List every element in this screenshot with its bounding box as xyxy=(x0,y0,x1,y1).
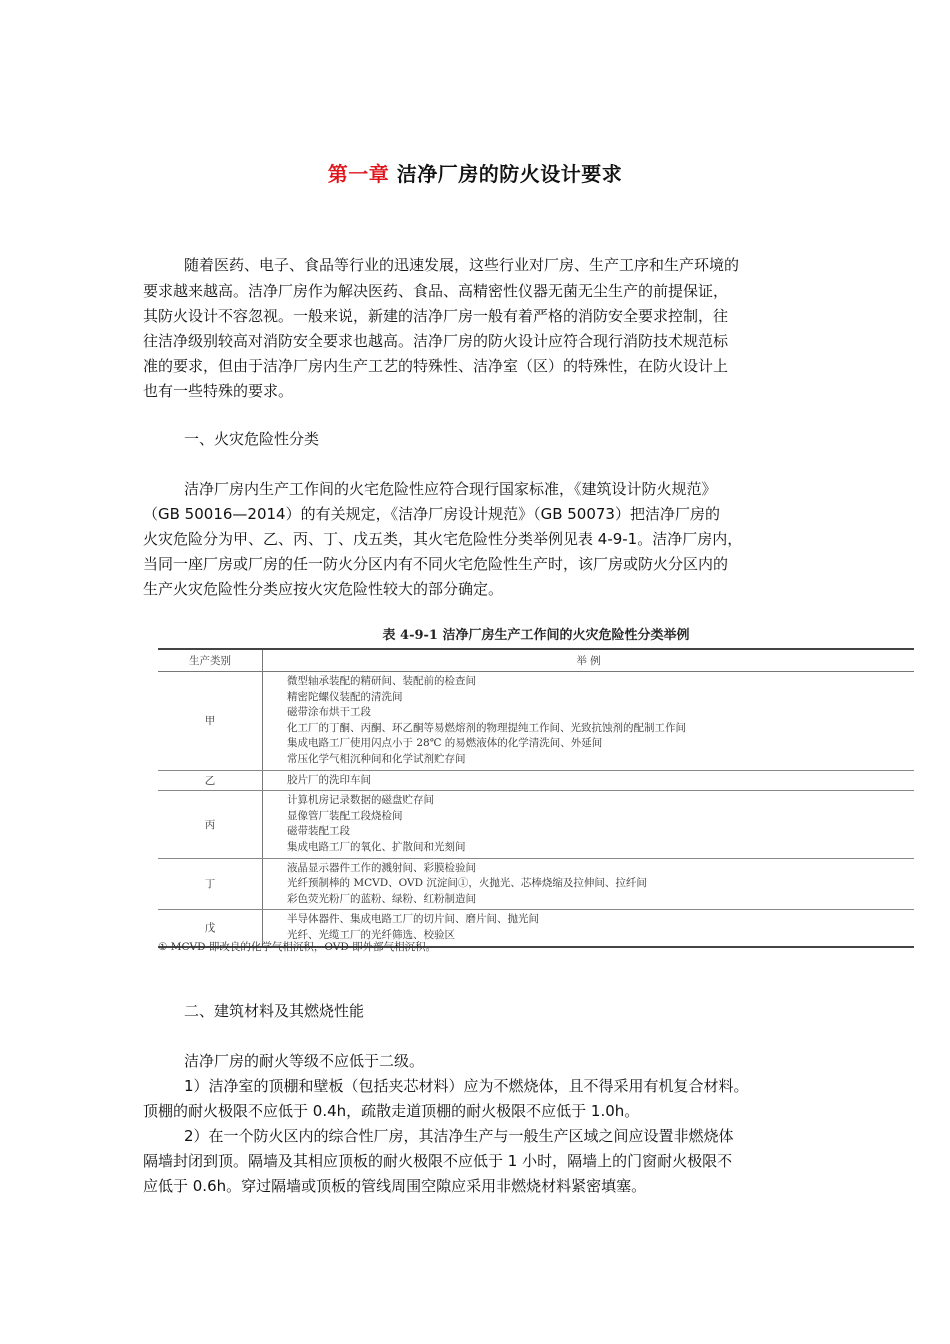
row-examples xyxy=(263,770,915,791)
header-examples: 举 例 xyxy=(263,649,915,672)
row-category: 甲 xyxy=(158,672,263,771)
intro-line: 随着医药、电子、食品等行业的迅速发展，这些行业对厂房、生产工序和生产环境的 xyxy=(184,256,740,274)
section2-heading: 二、建筑材料及其燃烧性能 xyxy=(184,1002,365,1020)
example-item: 胶片厂的洗印车间 xyxy=(287,773,371,786)
example-item: 光纤、光缆工厂的光纤筛选、校验区 xyxy=(287,928,455,941)
example-item: 磁带涂布烘干工段 xyxy=(287,706,371,719)
row-category: 丁 xyxy=(158,858,263,910)
section1-line: 洁净厂房内生产工作间的火宅危险性应符合现行国家标准，《建筑设计防火规范》 xyxy=(184,480,717,498)
fire-hazard-table xyxy=(158,624,914,959)
row-examples xyxy=(263,791,915,858)
chapter-number: 第一章 xyxy=(327,162,390,186)
intro-line: 要求越来越高。洁净厂房作为解决医药、食品、高精密性仪器无菌无尘生产的前提保证， xyxy=(143,282,729,300)
chapter-title xyxy=(0,158,950,187)
table-row xyxy=(158,858,914,910)
intro-line: 往洁净级别较高对消防安全要求也越高。洁净厂房的防火设计应符合现行消防技术规范标 xyxy=(143,332,729,350)
example-item: 微型轴承装配的精研间、装配前的检查间 xyxy=(287,675,476,687)
table-row xyxy=(158,672,914,771)
example-item: 半导体器件、集成电路工厂的切片间、磨片间、抛光间 xyxy=(287,913,539,926)
example-item: 液晶显示器件工作的溅射间、彩膜检验间 xyxy=(287,861,476,874)
example-item: 彩色荧光粉厂的蓝粉、绿粉、红粉制造间 xyxy=(287,892,476,905)
section1-line: 当同一座厂房或厂房的任一防火分区内有不同火宅危险性生产时，该厂房或防火分区内的 xyxy=(143,555,729,573)
section1-line: 火灾危险分为甲、乙、丙、丁、戊五类，其火宅危险性分类举例见表 4-9-1。洁净厂房内， xyxy=(143,530,743,548)
section2-line: 隔墙封闭到顶。隔墙及其相应顶板的耐火极限不应低于 1 小时，隔墙上的门窗耐火极限不 xyxy=(143,1152,733,1170)
intro-line: 其防火设计不容忽视。一般来说，新建的洁净厂房一般有着严格的消防安全要求控制，往 xyxy=(143,307,729,325)
example-item: 常压化学气相沉种间和化学试剂贮存间 xyxy=(287,752,466,765)
example-item: 计算机房记录数据的磁盘贮存间 xyxy=(287,794,434,807)
table-row xyxy=(158,770,914,791)
row-category: 乙 xyxy=(158,770,263,791)
chapter-title-text: 洁净厂房的防火设计要求 xyxy=(396,162,623,186)
row-category: 丙 xyxy=(158,791,263,858)
section2-line: 洁净厂房的耐火等级不应低于二级。 xyxy=(184,1052,425,1070)
section1-line: 生产火灾危险性分类应按火灾危险性较大的部分确定。 xyxy=(143,580,504,598)
row-category: 戊 xyxy=(158,910,263,947)
example-item: 精密陀螺仪装配的清洗间 xyxy=(287,690,403,703)
example-item: 显像管厂装配工段烧检间 xyxy=(287,809,403,822)
example-item: 集成电路工厂使用闪点小于 28℃ 的易燃液体的化学清洗间、外延间 xyxy=(287,737,603,750)
example-item: 光纤预制棒的 MCVD、OVD 沉淀间①，火抛光、芯棒烧缩及拉伸间、拉纤间 xyxy=(287,877,647,890)
table-caption: 表 4-9-1 洁净厂房生产工作间的火灾危险性分类举例 xyxy=(382,628,690,643)
section1-line: （GB 50016—2014）的有关规定，《洁净厂房设计规范》（GB 50073）把洁净厂房的 xyxy=(143,505,720,523)
section2-line: 顶棚的耐火极限不应低于 0.4h，疏散走道顶棚的耐火极限不应低于 1.0h。 xyxy=(143,1102,640,1120)
table-grid xyxy=(158,648,914,948)
example-item: 集成电路工厂的氧化、扩散间和光刻间 xyxy=(287,840,466,853)
row-examples xyxy=(263,858,915,910)
table-row xyxy=(158,791,914,858)
section2-line: 2）在一个防火区内的综合性厂房，其洁净生产与一般生产区域之间应设置非燃烧体 xyxy=(184,1127,734,1145)
section2-line: 1）洁净室的顶棚和壁板（包括夹芯材料）应为不燃烧体，且不得采用有机复合材料。 xyxy=(184,1077,749,1095)
section2-line: 应低于 0.6h。穿过隔墙或顶板的管线周围空隙应采用非燃烧材料紧密填塞。 xyxy=(143,1177,647,1195)
section1-heading: 一、火灾危险性分类 xyxy=(184,430,320,448)
intro-line: 准的要求，但由于洁净厂房内生产工艺的特殊性、洁净室（区）的特殊性，在防火设计上 xyxy=(143,357,729,375)
row-examples xyxy=(263,672,915,771)
intro-line: 也有一些特殊的要求。 xyxy=(143,382,294,400)
table-footnote: ① MCVD 即改良的化学气相沉积，OVD 即外部气相沉积。 xyxy=(158,941,437,953)
example-item: 化工厂的丁酮、丙酮、环乙酮等易燃熔剂的物理提纯工作间、光致抗蚀剂的配制工作间 xyxy=(287,721,686,734)
example-item: 磁带装配工段 xyxy=(287,825,350,838)
header-category: 生产类别 xyxy=(158,649,263,672)
